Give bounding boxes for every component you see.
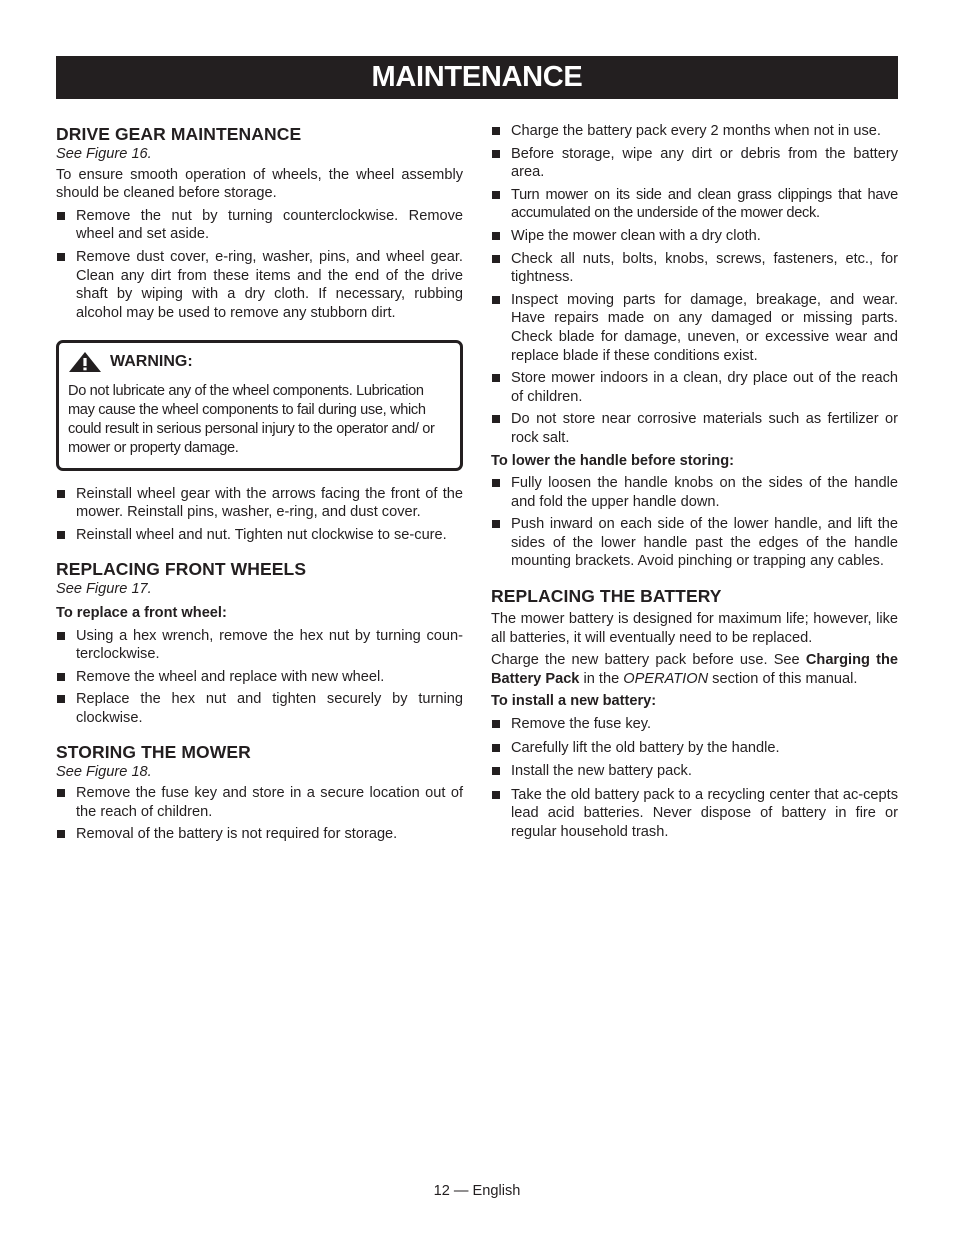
bullet-icon (57, 789, 65, 797)
list-item: Push inward on each side of the lower handle, and lift the sides of the lower handle past the edges of the handle mounting brackets. Avoid pinching or trapping any cables. (491, 515, 898, 571)
bullet-icon (492, 296, 500, 304)
page-title: MAINTENANCE (56, 56, 898, 99)
list-item: Turn mower on its side and clean grass clippings that have accumulated on the underside of the mower deck. (491, 186, 898, 223)
battery-intro: The mower battery is designed for maximum life; however, like all batteries, it will eventually need to be replaced. (491, 611, 898, 646)
bullet-icon (57, 253, 65, 261)
drive-gear-list (56, 207, 463, 323)
bullet-icon (492, 374, 500, 382)
storing-figure-ref: See Figure 18. (56, 764, 152, 781)
battery-heading: REPLACING THE BATTERY (491, 586, 722, 607)
battery-subhead: To install a new battery: (491, 693, 657, 710)
list-item: Charge the battery pack every 2 months when not in use. (491, 122, 898, 141)
front-wheels-subhead: To replace a front wheel: (56, 604, 227, 621)
list-item: Remove the nut by turning counterclockwise. Remove wheel and set aside. (56, 207, 463, 244)
list-item: Remove the wheel and replace with new wheel. (56, 668, 463, 687)
list-item: Removal of the battery is not required for storage. (56, 825, 463, 844)
drive-gear-list-after (56, 485, 463, 545)
left-column (56, 123, 463, 848)
page-footer: 12 — English (433, 1183, 521, 1199)
front-wheels-figure-ref: See Figure 17. (56, 581, 152, 598)
bullet-icon (492, 767, 500, 775)
list-item: Reinstall wheel and nut. Tighten nut clockwise to se-cure. (56, 526, 463, 545)
bullet-icon (492, 127, 500, 135)
list-item: Wipe the mower clean with a dry cloth. (491, 227, 898, 246)
bullet-icon (492, 791, 500, 799)
list-item: Install the new battery pack. (491, 762, 898, 781)
list-item: Replace the hex nut and tighten securely by turning clockwise. (56, 690, 463, 727)
bullet-icon (57, 632, 65, 640)
handle-list (491, 474, 898, 571)
bullet-icon (57, 673, 65, 681)
bullet-icon (492, 415, 500, 423)
list-item: Inspect moving parts for damage, breakage, and wear. Have repairs made on any damaged or missing parts. Check blade for damage, uneven, or excessive wear and replace blade if these conditions exist. (491, 291, 898, 365)
list-item: Take the old battery pack to a recycling center that ac-cepts lead acid batteries. Never dispose of battery in fire or regular household trash. (491, 786, 898, 842)
bullet-icon (57, 830, 65, 838)
bullet-icon (57, 695, 65, 703)
storing-heading: STORING THE MOWER (56, 742, 251, 763)
battery-list (491, 715, 898, 842)
list-item: Store mower indoors in a clean, dry place out of the reach of children. (491, 369, 898, 406)
warning-text: Do not lubricate any of the wheel components. Lubrication may cause the wheel components to fail during use, which could result in serious personal injury to the operator and/ or mower or property damage. (68, 383, 435, 456)
drive-gear-figure-ref: See Figure 16. (56, 146, 152, 162)
warning-title: WARNING: (110, 353, 193, 371)
list-item: Carefully lift the old battery by the handle. (491, 739, 898, 758)
storing-list-left (56, 784, 463, 844)
storing-list-right (491, 122, 898, 448)
drive-gear-heading: DRIVE GEAR MAINTENANCE (56, 124, 302, 144)
bullet-icon (492, 232, 500, 240)
bullet-icon (492, 255, 500, 263)
battery-charge-note: Charge the new battery pack before use. See Charging the Battery Pack in the OPERATION section of this manual. (491, 652, 898, 687)
list-item: Check all nuts, bolts, knobs, screws, fasteners, etc., for tightness. (491, 250, 898, 287)
bullet-icon (492, 191, 500, 199)
list-item: Remove the fuse key. (491, 715, 898, 734)
list-item: Do not store near corrosive materials such as fertilizer or rock salt. (491, 410, 898, 447)
front-wheels-list (56, 627, 463, 728)
bullet-icon (492, 720, 500, 728)
drive-gear-intro: To ensure smooth operation of wheels, the wheel assembly should be cleaned before storage. (56, 166, 463, 202)
right-column (491, 122, 898, 846)
bullet-icon (57, 212, 65, 220)
warning-triangle-icon (68, 351, 102, 373)
list-item: Remove the fuse key and store in a secure location out of the reach of children. (56, 784, 463, 821)
front-wheels-heading: REPLACING FRONT WHEELS (56, 559, 307, 580)
bullet-icon (492, 520, 500, 528)
list-item: Reinstall wheel gear with the arrows facing the front of the mower. Reinstall pins, washer, e-ring, and dust cover. (56, 485, 463, 522)
handle-subhead: To lower the handle before storing: (491, 452, 734, 469)
list-item: Before storage, wipe any dirt or debris from the battery area. (491, 145, 898, 182)
bullet-icon (492, 479, 500, 487)
charging-link-text: Charging the Battery Pack (491, 652, 898, 687)
bullet-icon (492, 150, 500, 158)
list-item: Fully loosen the handle knobs on the sides of the handle and fold the upper handle down. (491, 474, 898, 511)
warning-box (56, 340, 463, 470)
bullet-icon (492, 744, 500, 752)
list-item: Using a hex wrench, remove the hex nut by turning coun-terclockwise. (56, 627, 463, 664)
list-item: Remove dust cover, e-ring, washer, pins, and wheel gear. Clean any dirt from these items and the end of the drive shaft by wiping with a dry cloth. If necessary, rubbing alcohol may be used to remove any stubborn dirt. (56, 248, 463, 322)
bullet-icon (57, 531, 65, 539)
bullet-icon (57, 490, 65, 498)
